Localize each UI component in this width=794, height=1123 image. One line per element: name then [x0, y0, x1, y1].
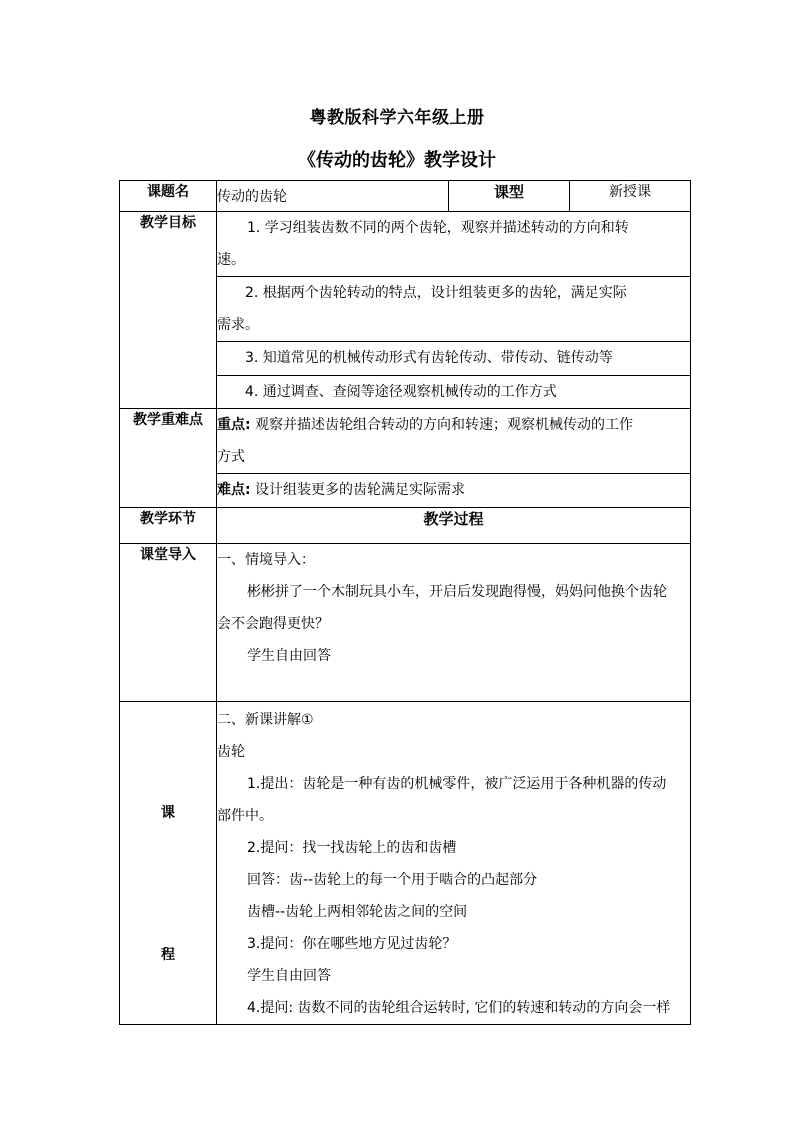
lesson-label-top: 课 — [161, 805, 175, 821]
lesson-stage-label-wrap — [120, 702, 216, 1024]
topic-row — [120, 181, 691, 212]
topic-label: 课题名 — [120, 181, 217, 212]
intro-line-1: 一、情境导入： — [217, 552, 315, 568]
goal-2-line-a: 2. 根据两个齿轮转动的特点，设计组装更多的齿轮，满足实际 — [245, 285, 627, 301]
document-title: 粤教版科学六年级上册 — [309, 108, 485, 128]
goal-2-line-b: 需求。 — [217, 317, 259, 333]
lesson-line-9: 学生自由回答 — [247, 968, 331, 984]
difficulty-text: 设计组装更多的齿轮满足实际需求 — [250, 482, 466, 498]
difficulty-tag: 难点: — [217, 482, 251, 498]
goal-row-1 — [120, 212, 691, 277]
goal-2 — [217, 277, 691, 342]
goal-1-line-a: 1. 学习组装齿数不同的两个齿轮，观察并描述转动的方向和转 — [247, 220, 629, 236]
intro-line-3: 会不会跑得更快？ — [217, 616, 329, 632]
keypoint-row — [120, 409, 691, 474]
topic-value: 传动的齿轮 — [217, 181, 449, 212]
key-point-text-a: 观察并描述齿轮组合转动的方向和转速；观察机械传动的工作 — [250, 417, 634, 433]
lesson-line-6: 回答：齿--齿轮上的每一个用于啮合的凸起部分 — [247, 872, 538, 888]
process-stage-header: 教学环节 — [120, 508, 217, 544]
lesson-label-bottom: 程 — [161, 947, 175, 963]
difficulty-line — [217, 474, 690, 506]
process-header-row — [120, 508, 691, 544]
goal-1 — [217, 212, 691, 277]
lesson-line-8: 3.提问：你在哪些地方见过齿轮？ — [247, 936, 457, 952]
goal-4-line: 4. 通过调查、查阅等途径观察机械传动的工作方式 — [245, 384, 557, 400]
key-point-line-b: 方式 — [217, 449, 245, 465]
intro-row — [120, 544, 691, 702]
lesson-stage-label — [120, 702, 217, 1025]
key-point-tag: 重点: — [217, 417, 251, 433]
lesson-type-value: 新授课 — [570, 181, 691, 212]
intro-line-2: 彬彬拼了一个木制玩具小车，开启后发现跑得慢，妈妈问他换个齿轮 — [247, 584, 667, 600]
lesson-type-label: 课型 — [449, 181, 570, 212]
lesson-line-1: 二、新课讲解① — [217, 712, 314, 728]
lesson-line-7: 齿槽--齿轮上两相邻轮齿之间的空间 — [247, 904, 468, 920]
goal-1-line-b: 速。 — [217, 252, 245, 268]
key-point-line-a — [217, 409, 690, 441]
intro-line-4: 学生自由回答 — [247, 648, 331, 664]
goal-3-line: 3. 知道常见的机械传动形式有齿轮传动、带传动、链传动等 — [245, 350, 613, 366]
lesson-plan-table — [119, 180, 691, 1025]
goals-label: 教学目标 — [120, 212, 217, 409]
goal-4 — [217, 376, 691, 409]
lesson-line-10: 4.提问: 齿数不同的齿轮组合运转时, 它们的转速和转动的方向会一样 — [247, 1000, 671, 1016]
lesson-line-5: 2.提问：找一找齿轮上的齿和齿槽 — [247, 840, 457, 856]
intro-content — [217, 544, 691, 702]
lesson-line-2: 齿轮 — [217, 744, 245, 760]
lesson-row — [120, 702, 691, 1025]
process-content-header: 教学过程 — [217, 508, 691, 544]
difficulty-point — [217, 474, 691, 508]
lesson-content — [217, 702, 691, 1025]
intro-label: 课堂导入 — [120, 544, 217, 702]
document-subtitle: 《传动的齿轮》教学设计 — [298, 150, 496, 171]
key-point — [217, 409, 691, 474]
keypoints-label: 教学重难点 — [120, 409, 217, 508]
goal-3 — [217, 342, 691, 376]
lesson-line-3: 1.提出：齿轮是一种有齿的机械零件，被广泛运用于各种机器的传动 — [247, 776, 667, 792]
lesson-line-4: 部件中。 — [217, 808, 273, 824]
